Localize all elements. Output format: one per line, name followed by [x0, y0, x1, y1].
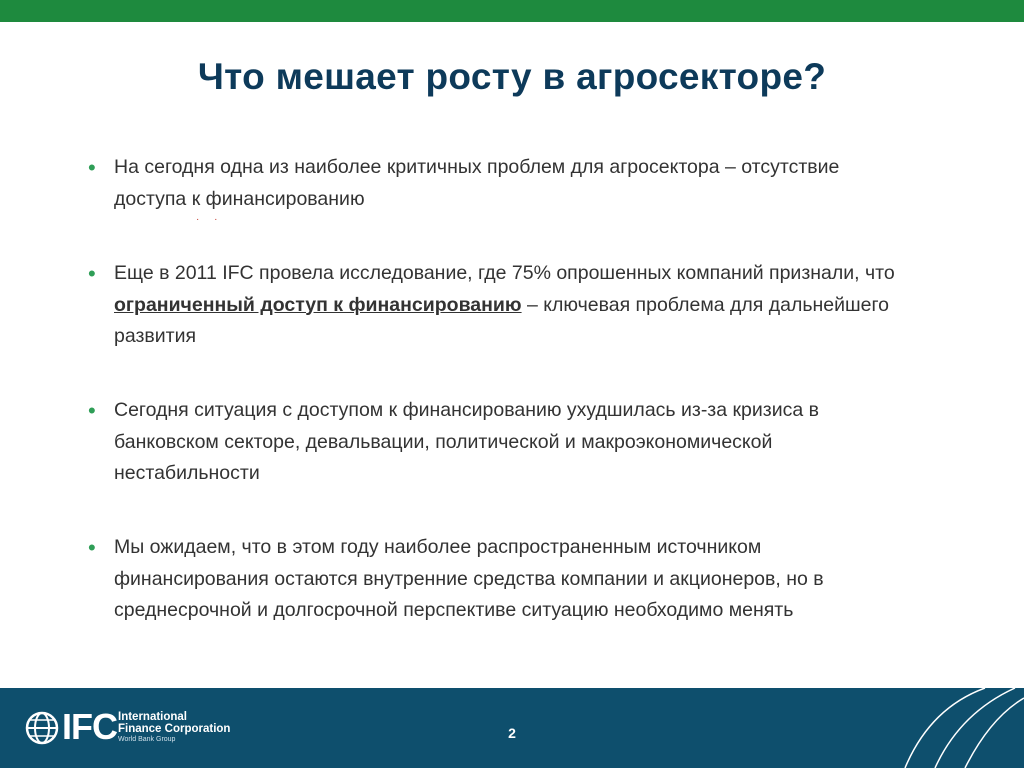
bullet-dot: •	[88, 261, 96, 286]
bullet-text	[114, 258, 904, 353]
logo-name	[118, 711, 278, 744]
globe-icon	[24, 710, 60, 746]
bullet-text-pre: Еще в 2011 IFC провела исследование, где 75% опрошенных компаний признали, что	[114, 262, 895, 284]
logo-line-2: Finance Corporation	[118, 723, 231, 735]
bullet-text-post: – ключевая проблема для дальнейшего развития	[114, 293, 890, 347]
logo-line-3: World Bank Group	[118, 736, 176, 743]
bullet-text: Мы ожидаем, что в этом году наиболее распространенным источником финансирования остаются внутренние средства компании и акционеров, но в среднесрочной и долгосрочной перспективе ситуацию необходимо менять	[114, 536, 824, 621]
bullet-text: Сегодня ситуация с доступом к финансированию ухудшилась из-за кризиса в банковском секторе, девальвации, политической и макроэкономической нестабильности	[114, 399, 819, 484]
bullet-text: На сегодня одна из наиболее критичных проблем для агросектора – отсутствие доступа к финансированию	[114, 156, 840, 210]
bullet-emphasis: ограниченный доступ к финансированию	[114, 293, 522, 316]
slide-title: Что мешает росту в агросекторе?	[197, 56, 827, 97]
stray-marks: · ·	[196, 214, 224, 225]
logo-line-1: International	[118, 711, 188, 723]
bullet-dot: •	[88, 155, 96, 180]
bullet-dot: •	[88, 398, 96, 423]
bullet-dot: •	[88, 535, 96, 560]
logo-wordmark: IFC	[62, 706, 117, 747]
top-accent-bar	[0, 0, 1024, 22]
footer-bar	[0, 688, 1024, 768]
page-number: 2	[508, 725, 516, 741]
